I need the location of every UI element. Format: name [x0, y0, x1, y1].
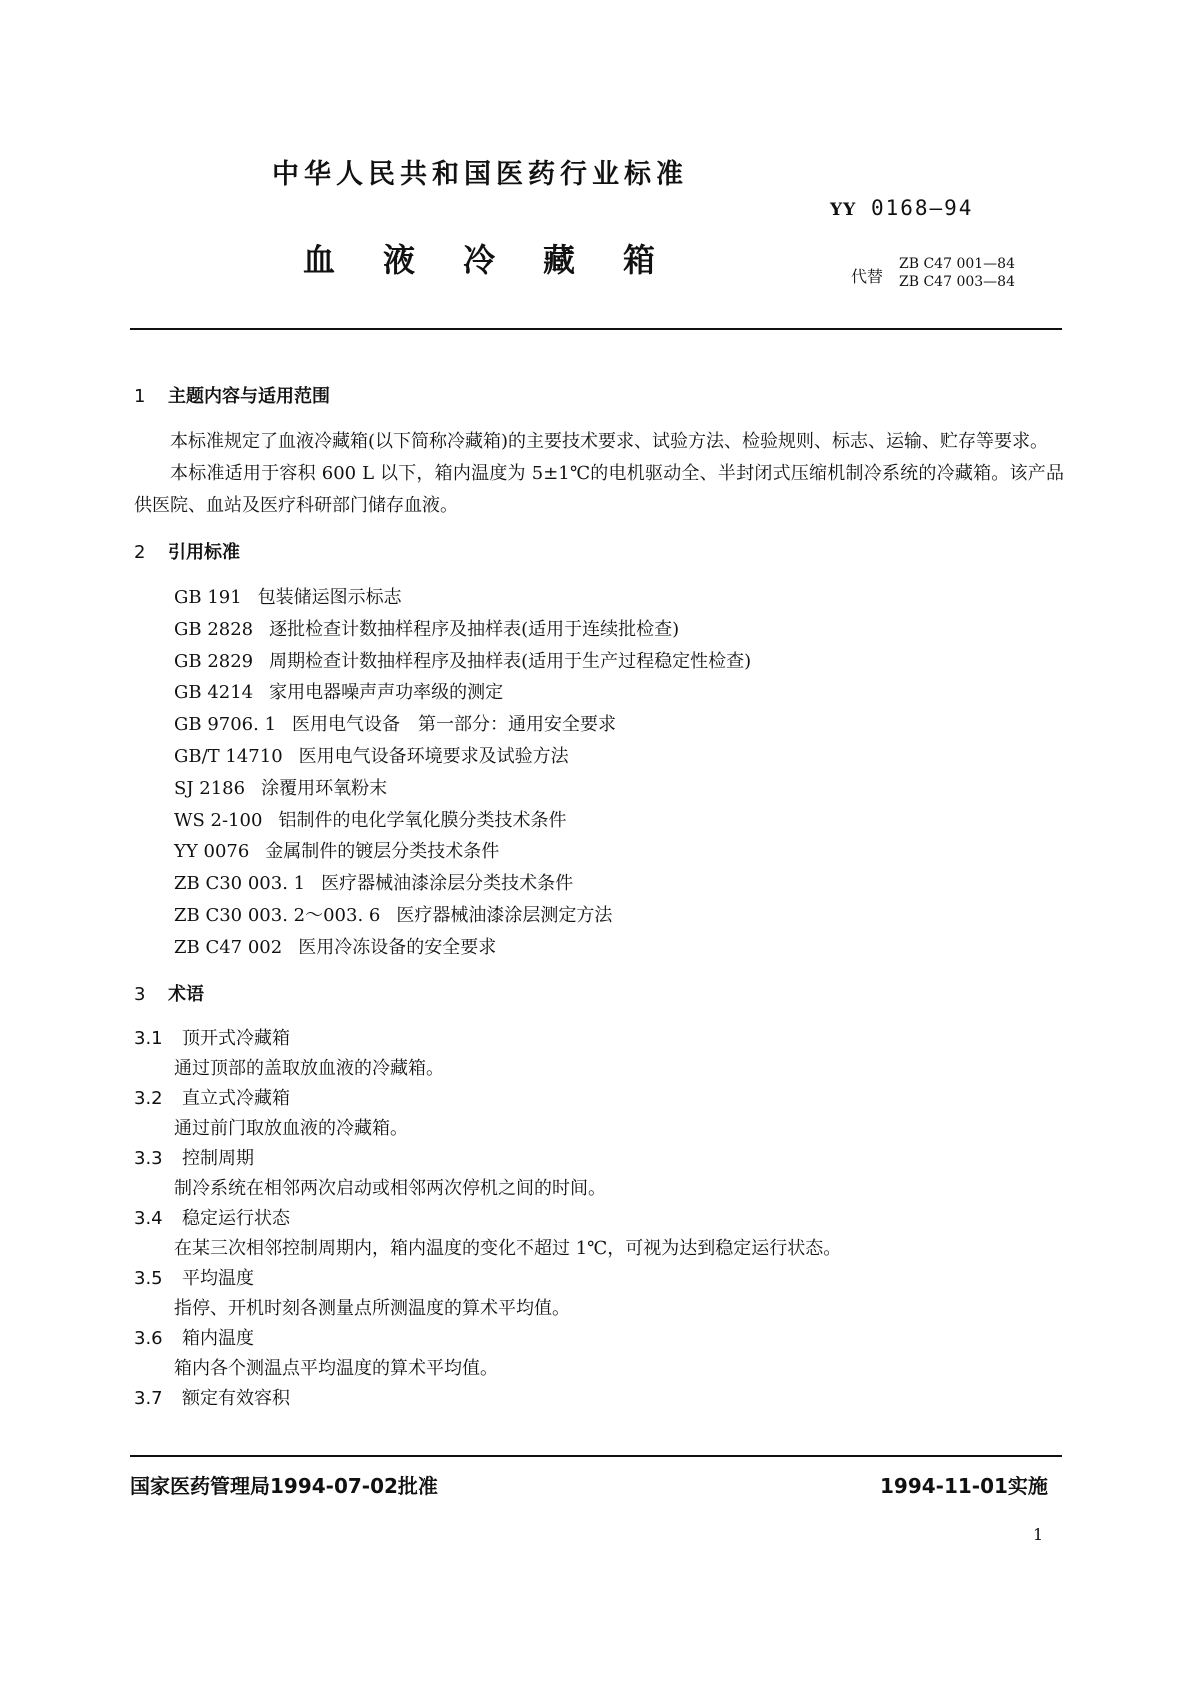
reference-item: [174, 773, 1064, 805]
ref-code: GB 2829: [174, 650, 254, 672]
ref-code: GB 2828: [174, 618, 254, 640]
ref-code: GB 191: [174, 587, 242, 608]
term-name: 直立式冷藏箱: [182, 1087, 290, 1109]
ref-title: 医用电气设备 第一部分：通用安全要求: [292, 714, 617, 736]
ref-title: 包装储运图示标志: [257, 587, 402, 608]
ref-title: 医用电气设备环境要求及试验方法: [298, 745, 569, 767]
term-number: 3.3: [134, 1147, 163, 1169]
section-heading: [134, 536, 1064, 570]
replaces-list: [899, 255, 1015, 291]
section-number: 2: [134, 542, 146, 563]
reference-item: [174, 677, 1064, 709]
ref-title: 医用冷冻设备的安全要求: [298, 936, 497, 958]
term-name: 顶开式冷藏箱: [182, 1027, 290, 1049]
section-heading: [134, 978, 1064, 1012]
footer-divider: [130, 1455, 1062, 1457]
paragraph: 本标准规定了血液冷藏箱(以下简称冷藏箱)的主要技术要求、试验方法、检验规则、标志、运输、贮存等要求。: [170, 431, 1049, 452]
term-heading: [134, 1324, 1064, 1354]
term-name: 箱内温度: [182, 1327, 254, 1349]
section-number: 3: [134, 983, 146, 1005]
term-definition: 在某三次相邻控制周期内，箱内温度的变化不超过 1℃，可视为达到稳定运行状态。: [174, 1237, 842, 1259]
ref-title: 涂覆用环氧粉末: [261, 777, 388, 799]
ref-title: 铝制件的电化学氧化膜分类技术条件: [278, 809, 567, 831]
page-number: 1: [1033, 1525, 1044, 1544]
standard-number-value: 0168—94: [870, 196, 974, 220]
ref-code: ZB C47 002: [174, 936, 283, 958]
reference-item: [174, 614, 1064, 646]
term-name: 平均温度: [182, 1267, 254, 1289]
standard-number: [830, 196, 973, 220]
reference-item: [174, 741, 1064, 773]
section-number: 1: [134, 386, 146, 407]
term-number: 3.2: [134, 1087, 163, 1109]
ref-code: SJ 2186: [174, 777, 246, 799]
ref-code: GB/T 14710: [174, 745, 283, 767]
term-heading: [134, 1024, 1064, 1054]
effective-date: 1994-11-01实施: [880, 1474, 1048, 1498]
term-definition: 通过前门取放血液的冷藏箱。: [174, 1117, 408, 1139]
term-heading: [134, 1084, 1064, 1114]
ref-title: 家用电器噪声声功率级的测定: [269, 682, 504, 704]
term-number: 3.5: [134, 1267, 163, 1289]
term-number: 3.1: [134, 1027, 163, 1049]
term-definition: 通过顶部的盖取放血液的冷藏箱。: [174, 1057, 444, 1079]
term-heading: [134, 1204, 1064, 1234]
term-definition: 指停、开机时刻各测量点所测温度的算术平均值。: [174, 1297, 570, 1319]
replaced-standard: ZB C47 001—84: [899, 256, 1015, 272]
ref-title: 周期检查计数抽样程序及抽样表(适用于生产过程稳定性检查): [269, 650, 752, 672]
term-number: 3.4: [134, 1207, 163, 1229]
reference-item: [174, 932, 1064, 964]
reference-item: [174, 805, 1064, 837]
industry-standard-title: 中华人民共和国医药行业标准: [272, 159, 688, 190]
section-title: 引用标准: [168, 542, 240, 563]
term-definition: 箱内各个测温点平均温度的算术平均值。: [174, 1357, 498, 1379]
ref-code: ZB C30 003. 2～003. 6: [174, 904, 381, 926]
term-name: 稳定运行状态: [182, 1207, 290, 1229]
term-heading: [134, 1144, 1064, 1174]
term-number: 3.6: [134, 1327, 163, 1349]
document-title: 血液冷藏箱: [303, 241, 704, 279]
section-title: 主题内容与适用范围: [168, 386, 330, 407]
term-name: 控制周期: [182, 1147, 254, 1169]
section-title: 术语: [168, 983, 204, 1005]
standard-prefix: YY: [830, 200, 857, 220]
term-list: [134, 1024, 1064, 1414]
paragraph: 本标准适用于容积 600 L 以下，箱内温度为 5±1℃的电机驱动全、半封闭式压缩机制冷系统的冷藏箱。该产品供医院、血站及医疗科研部门储存血液。: [134, 463, 1064, 516]
ref-code: YY 0076: [174, 841, 250, 863]
section-heading: [134, 380, 1064, 414]
header-divider: [130, 328, 1062, 330]
term-definition: 制冷系统在相邻两次启动或相邻两次停机之间的时间。: [174, 1177, 606, 1199]
ref-title: 逐批检查计数抽样程序及抽样表(适用于连续批检查): [269, 618, 680, 640]
term-number: 3.7: [134, 1387, 163, 1409]
reference-item: [174, 900, 1064, 932]
reference-list: [134, 582, 1064, 964]
term-name: 额定有效容积: [182, 1387, 290, 1409]
replaced-standard: ZB C47 003—84: [899, 274, 1015, 290]
approval-line: 国家医药管理局1994-07-02批准: [130, 1474, 438, 1498]
reference-item: [174, 868, 1064, 900]
ref-code: GB 4214: [174, 682, 254, 704]
replaces-label: 代替: [851, 267, 884, 286]
reference-item: [174, 646, 1064, 678]
ref-code: GB 9706. 1: [174, 714, 277, 736]
reference-item: [174, 709, 1064, 741]
term-heading: [134, 1264, 1064, 1294]
term-heading: [134, 1384, 1064, 1414]
ref-code: WS 2-100: [174, 809, 263, 831]
ref-title: 医疗器械油漆涂层分类技术条件: [321, 873, 574, 895]
document-body: [134, 380, 1064, 1414]
ref-title: 医疗器械油漆涂层测定方法: [396, 904, 613, 926]
ref-code: ZB C30 003. 1: [174, 873, 306, 895]
reference-item: [174, 836, 1064, 868]
reference-item: [174, 582, 1064, 614]
ref-title: 金属制件的镀层分类技术条件: [265, 841, 500, 863]
